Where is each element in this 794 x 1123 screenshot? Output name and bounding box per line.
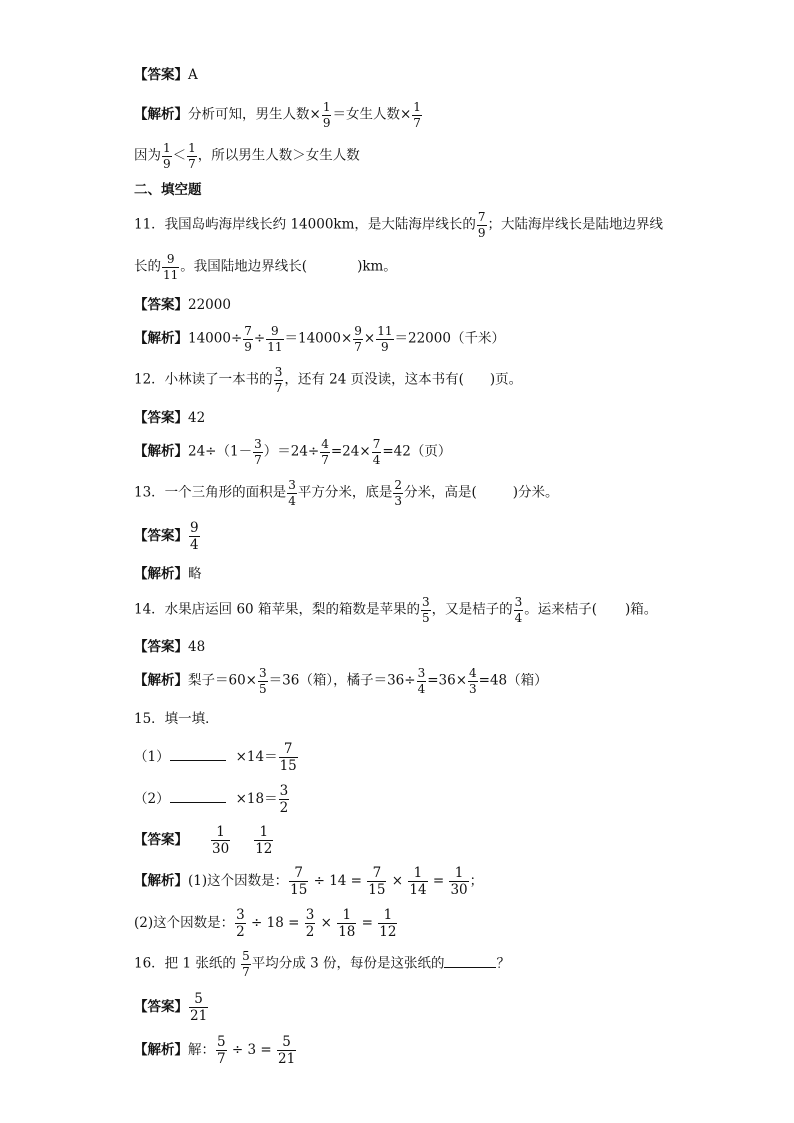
fraction: $\frac{7}{15}$ bbox=[279, 741, 297, 775]
fraction: $\frac{1}{14}$ bbox=[409, 865, 427, 899]
question-15-title: 15．填一填． bbox=[134, 711, 219, 727]
fraction: $\frac{1}{12}$ bbox=[255, 824, 273, 858]
analysis-text: 分析可知，男生人数× bbox=[188, 106, 321, 123]
fraction: $\frac{1}{30}$ bbox=[450, 865, 468, 899]
fraction: $\frac{5}{21}$ bbox=[190, 991, 208, 1025]
analysis-label: 【解析】 bbox=[134, 106, 188, 123]
fraction: $\frac{3}{4}$ bbox=[288, 478, 296, 508]
fraction: $\frac{7}{4}$ bbox=[372, 437, 381, 467]
fraction: $\frac{7}{15}$ bbox=[368, 865, 386, 899]
section-title: 二、填空题 bbox=[134, 182, 202, 198]
question-11: 11．我国岛屿海岸线长约 14000km，是大陆海岸线长的 $\frac{7}{9}$ ；大陆海岸线长是陆地边界线 bbox=[134, 210, 664, 240]
fraction: $\frac{11}{9}$ bbox=[377, 324, 393, 354]
analysis-line-q10-2: 因为 $\frac{1}{9}$ ＜ $\frac{1}{7}$ ，所以男生人数＞女生人数 bbox=[134, 141, 360, 171]
answer-line-q12: 【答案】42 bbox=[134, 410, 206, 426]
fraction: $\frac{3}{5}$ bbox=[259, 666, 267, 696]
answer-line-q13: 【答案】 $\frac{9}{4}$ bbox=[134, 520, 199, 554]
question-15-part-2: （2） ×18＝ $\frac{3}{2}$ bbox=[134, 783, 289, 817]
analysis-line-q10 bbox=[134, 101, 423, 129]
fraction: $\frac{3}{2}$ bbox=[236, 907, 245, 941]
answer-value: A bbox=[188, 67, 198, 83]
analysis-line-q15-1: 【解析】(1)这个因数是： $\frac{7}{15}$ ÷ 14 = $\frac{7}{15}$ × $\frac{1}{14}$ = $\frac{1}{30}$ ； bbox=[134, 865, 484, 899]
question-13: 13．一个三角形的面积是 $\frac{3}{4}$ 平方分米，底是 $\frac{2}{3}$ 分米，高是( )分米。 bbox=[134, 478, 559, 508]
fraction: $\frac{3}{2}$ bbox=[279, 783, 289, 817]
analysis-text: ＝女生人数× bbox=[332, 106, 412, 123]
fraction: $\frac{9}{7}$ bbox=[354, 324, 362, 354]
analysis-line-q16: 【解析】解： $\frac{5}{7}$ ÷ 3 = $\frac{5}{21}$ bbox=[134, 1034, 296, 1068]
answer-line-q14: 【答案】48 bbox=[134, 639, 206, 655]
answer-blank bbox=[444, 967, 496, 968]
question-14: 14．水果店运回 60 箱苹果，梨的箱数是苹果的 $\frac{3}{5}$ ，又是桔子的 $\frac{3}{4}$ 。运来桔子( )箱。 bbox=[134, 595, 658, 625]
answer-blank bbox=[170, 802, 226, 803]
question-15-part-1: （1） ×14＝ $\frac{7}{15}$ bbox=[134, 741, 297, 775]
fraction: $\frac{1}{18}$ bbox=[338, 907, 356, 941]
fraction: $\frac{3}{4}$ bbox=[417, 666, 426, 696]
answer-label: 【答案】 bbox=[134, 67, 188, 83]
fraction: $\frac{4}{7}$ bbox=[321, 437, 329, 467]
fraction: $\frac{5}{7}$ bbox=[217, 1034, 226, 1068]
question-16: 16．把 1 张纸的 $\frac{5}{7}$ 平均分成 3 份，每份是这张纸的 ？ bbox=[134, 949, 510, 979]
fraction: $\frac{4}{3}$ bbox=[469, 666, 477, 696]
answer-line-q11: 【答案】22000 bbox=[134, 297, 231, 313]
fraction: $\frac{3}{5}$ bbox=[421, 595, 430, 625]
fraction: $\frac{1}{7}$ bbox=[188, 141, 196, 171]
answer-line-q15: 【答案】 $\frac{1}{30}$ $\frac{1}{12}$ bbox=[134, 824, 273, 858]
fraction: $\frac{1}{9}$ bbox=[322, 100, 331, 130]
fraction: $\frac{7}{15}$ bbox=[290, 865, 308, 899]
question-11-cont: 长的 $\frac{9}{11}$ 。我国陆地边界线长( )km。 bbox=[134, 252, 397, 282]
fraction: $\frac{3}{7}$ bbox=[274, 365, 283, 395]
analysis-line-q15-2: (2)这个因数是： $\frac{3}{2}$ ÷ 18 = $\frac{3}{2}$ × $\frac{1}{18}$ = $\frac{1}{12}$ bbox=[134, 907, 397, 941]
fraction: $\frac{2}{3}$ bbox=[394, 478, 402, 508]
fraction: $\frac{9}{11}$ bbox=[163, 252, 179, 282]
fraction: $\frac{9}{11}$ bbox=[267, 324, 283, 354]
fraction: $\frac{3}{2}$ bbox=[305, 907, 315, 941]
fraction: $\frac{7}{9}$ bbox=[244, 324, 252, 354]
fraction: $\frac{9}{4}$ bbox=[190, 520, 199, 554]
fraction: $\frac{5}{21}$ bbox=[277, 1034, 296, 1068]
fraction: $\frac{1}{30}$ bbox=[212, 824, 230, 858]
fraction: $\frac{7}{9}$ bbox=[477, 210, 486, 240]
question-12: 12．小林读了一本书的 $\frac{3}{7}$ ，还有 24 页没读，这本书有( )页。 bbox=[134, 365, 523, 395]
answer-blank bbox=[170, 760, 226, 761]
fraction: $\frac{1}{12}$ bbox=[379, 907, 397, 941]
fraction: $\frac{3}{7}$ bbox=[254, 437, 262, 467]
fraction: $\frac{1}{7}$ bbox=[413, 100, 421, 130]
analysis-line-q14: 【解析】梨子＝60× $\frac{3}{5}$ ＝36（箱），橘子＝36÷ $\frac{3}{4}$ =36× $\frac{4}{3}$ =48（箱） bbox=[134, 666, 548, 696]
answer-line-q10 bbox=[134, 69, 198, 83]
fraction: $\frac{1}{9}$ bbox=[163, 141, 171, 171]
fraction: $\frac{3}{4}$ bbox=[514, 595, 523, 625]
answer-line-q16: 【答案】 $\frac{5}{21}$ bbox=[134, 991, 208, 1025]
analysis-line-q13: 【解析】略 bbox=[134, 566, 202, 582]
fraction: $\frac{5}{7}$ bbox=[242, 949, 250, 979]
analysis-line-q12: 【解析】24÷（1－ $\frac{3}{7}$ ）＝24÷ $\frac{4}{7}$ =24× $\frac{7}{4}$ =42（页） bbox=[134, 437, 452, 467]
analysis-line-q11: 【解析】14000÷ $\frac{7}{9}$ ÷ $\frac{9}{11}$ ＝14000× $\frac{9}{7}$ × $\frac{11}{9}$ ＝22000（千米） bbox=[134, 324, 505, 354]
